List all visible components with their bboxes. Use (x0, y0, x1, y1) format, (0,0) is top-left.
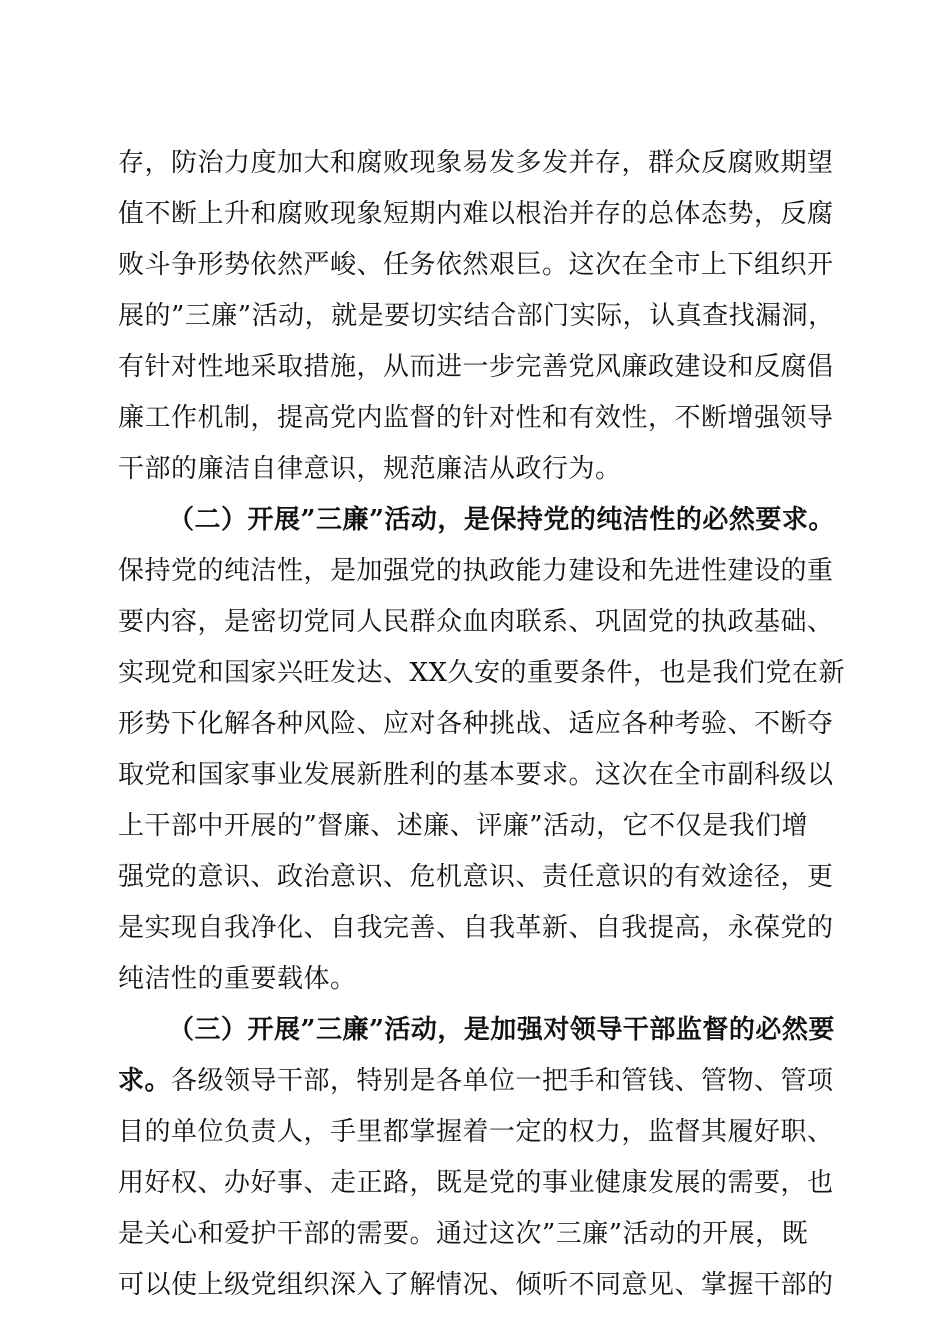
text-line: 存，防治力度加大和腐败现象易发多发并存，群众反腐败期望 (118, 148, 834, 178)
text-line (118, 1061, 834, 1101)
text-line: 上干部中开展的”督廉、述廉、评廉”活动，它不仅是我们增 (118, 811, 809, 841)
text-line: 败斗争形势依然严峻、任务依然艰巨。这次在全市上下组织开 (118, 250, 834, 280)
text-line: 有针对性地采取措施，从而进一步完善党风廉政建设和反腐倡 (118, 352, 834, 382)
section-heading-2: （二）开展”三廉”活动，是保持党的纯洁性的必然要求。 (168, 505, 835, 535)
text-line: 纯洁性的重要载体。 (118, 964, 357, 994)
section-heading-3: （三）开展”三廉”活动，是加强对领导干部监督的必然要 (168, 1015, 835, 1045)
text-line: 展的”三廉”活动，就是要切实结合部门实际，认真查找漏洞， (118, 301, 835, 331)
text-line: 用好权、办好事、走正路，既是党的事业健康发展的需要，也 (118, 1168, 834, 1198)
text-line: 形势下化解各种风险、应对各种挑战、适应各种考验、不断夺 (118, 709, 834, 739)
text-line: 强党的意识、政治意识、危机意识、责任意识的有效途径，更 (118, 862, 834, 892)
text-line: 干部的廉洁自律意识，规范廉洁从政行为。 (118, 454, 622, 484)
text-line: 是实现自我净化、自我完善、自我革新、自我提高，永葆党的 (118, 913, 834, 943)
text-line: 要内容，是密切党同人民群众血肉联系、巩固党的执政基础、 (118, 607, 834, 637)
text-line: 可以使上级党组织深入了解情况、倾听不同意见、掌握干部的 (118, 1270, 834, 1300)
text-line: 实现党和国家兴旺发达、XX久安的重要条件，也是我们党在新 (118, 658, 846, 688)
text-line: 是关心和爱护干部的需要。通过这次”三廉”活动的开展，既 (118, 1219, 809, 1249)
text-line-continuation: 各级领导干部，特别是各单位一把手和管钱、管物、管项 (171, 1066, 834, 1096)
text-line: 廉工作机制，提高党内监督的针对性和有效性，不断增强领导 (118, 403, 834, 433)
text-line: 值不断上升和腐败现象短期内难以根治并存的总体态势，反腐 (118, 199, 834, 229)
text-line: 保持党的纯洁性，是加强党的执政能力建设和先进性建设的重 (118, 556, 834, 586)
text-line: 目的单位负责人，手里都掌握着一定的权力，监督其履好职、 (118, 1117, 834, 1147)
text-line: 取党和国家事业发展新胜利的基本要求。这次在全市副科级以 (118, 760, 834, 790)
section-heading-3-end: 求。 (118, 1066, 172, 1096)
